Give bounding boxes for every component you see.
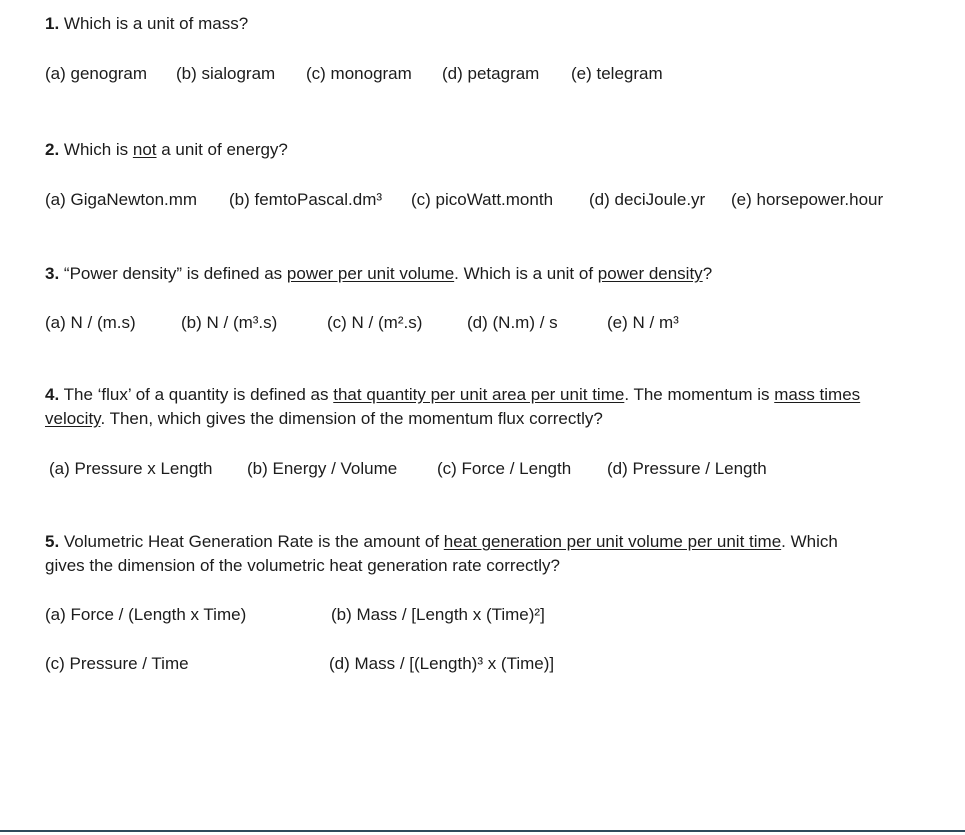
- question-3-text-a: “Power density” is defined as: [59, 264, 287, 283]
- question-3-text-c: ?: [702, 264, 713, 283]
- q3-option-b: (b) N / (m³.s): [181, 313, 278, 332]
- q5-option-b: (b) Mass / [Length x (Time)²]: [331, 605, 545, 624]
- question-5-line-2: [45, 554, 560, 578]
- question-4-underlined-3: velocity: [45, 409, 101, 428]
- question-3-number: 3.: [45, 264, 60, 283]
- question-3-text-b: . Which is a unit of: [454, 264, 598, 283]
- question-5-text-a: Volumetric Heat Generation Rate is the amount of: [59, 532, 444, 551]
- question-4-line-2: [45, 407, 603, 431]
- q1-option-b: (b) sialogram: [176, 64, 276, 83]
- q3-option-c: (c) N / (m².s): [327, 313, 423, 332]
- question-2: [45, 138, 288, 162]
- question-3: [45, 262, 712, 286]
- q2-option-b: (b) femtoPascal.dm³: [229, 190, 383, 209]
- question-4-text-a: The ‘flux’ of a quantity is defined as: [59, 385, 334, 404]
- question-4-underlined-2: mass times: [774, 385, 861, 404]
- question-4-text-c: . Then, which gives the dimension of the momentum flux correctly?: [100, 409, 603, 428]
- q1-option-c: (c) monogram: [306, 64, 412, 83]
- q5-option-d: (d) Mass / [(Length)³ x (Time)]: [329, 654, 555, 673]
- q4-option-d: (d) Pressure / Length: [607, 459, 767, 478]
- question-5-text-c: gives the dimension of the volumetric heat generation rate correctly?: [45, 556, 560, 575]
- question-4-underlined-1: that quantity per unit area per unit time: [333, 385, 625, 404]
- q1-option-d: (d) petagram: [442, 64, 540, 83]
- question-2-number: 2.: [45, 140, 60, 159]
- question-1-text: Which is a unit of mass?: [59, 14, 249, 33]
- q3-option-a: (a) N / (m.s): [45, 313, 136, 332]
- q2-option-d: (d) deciJoule.yr: [589, 190, 706, 209]
- q5-option-a: (a) Force / (Length x Time): [45, 605, 247, 624]
- question-4-line-1: [45, 383, 860, 407]
- q3-option-d: (d) (N.m) / s: [467, 313, 558, 332]
- q4-option-c: (c) Force / Length: [437, 459, 572, 478]
- question-4-text-b: . The momentum is: [624, 385, 775, 404]
- question-4-number: 4.: [45, 385, 60, 404]
- q4-option-b: (b) Energy / Volume: [247, 459, 398, 478]
- question-1-number: 1.: [45, 14, 60, 33]
- q3-option-e: (e) N / m³: [607, 313, 679, 332]
- question-3-underlined-1: power per unit volume: [286, 264, 455, 283]
- q5-option-c: (c) Pressure / Time: [45, 654, 189, 673]
- question-5-line-1: [45, 530, 838, 554]
- q1-option-a: (a) genogram: [45, 64, 148, 83]
- q2-option-c: (c) picoWatt.month: [411, 190, 554, 209]
- q2-option-e: (e) horsepower.hour: [731, 190, 884, 209]
- q4-option-a: (a) Pressure x Length: [49, 459, 213, 478]
- bottom-divider: [0, 830, 965, 832]
- question-2-text-b: a unit of energy?: [156, 140, 288, 159]
- question-1: [45, 12, 248, 36]
- question-2-text-a: Which is: [59, 140, 133, 159]
- question-5-text-b: . Which: [781, 532, 838, 551]
- question-5-underlined-1: heat generation per unit volume per unit time: [443, 532, 782, 551]
- question-5-number: 5.: [45, 532, 60, 551]
- question-3-underlined-2: power density: [597, 264, 703, 283]
- q2-option-a: (a) GigaNewton.mm: [45, 190, 198, 209]
- question-2-underlined: not: [132, 140, 157, 159]
- q1-option-e: (e) telegram: [571, 64, 663, 83]
